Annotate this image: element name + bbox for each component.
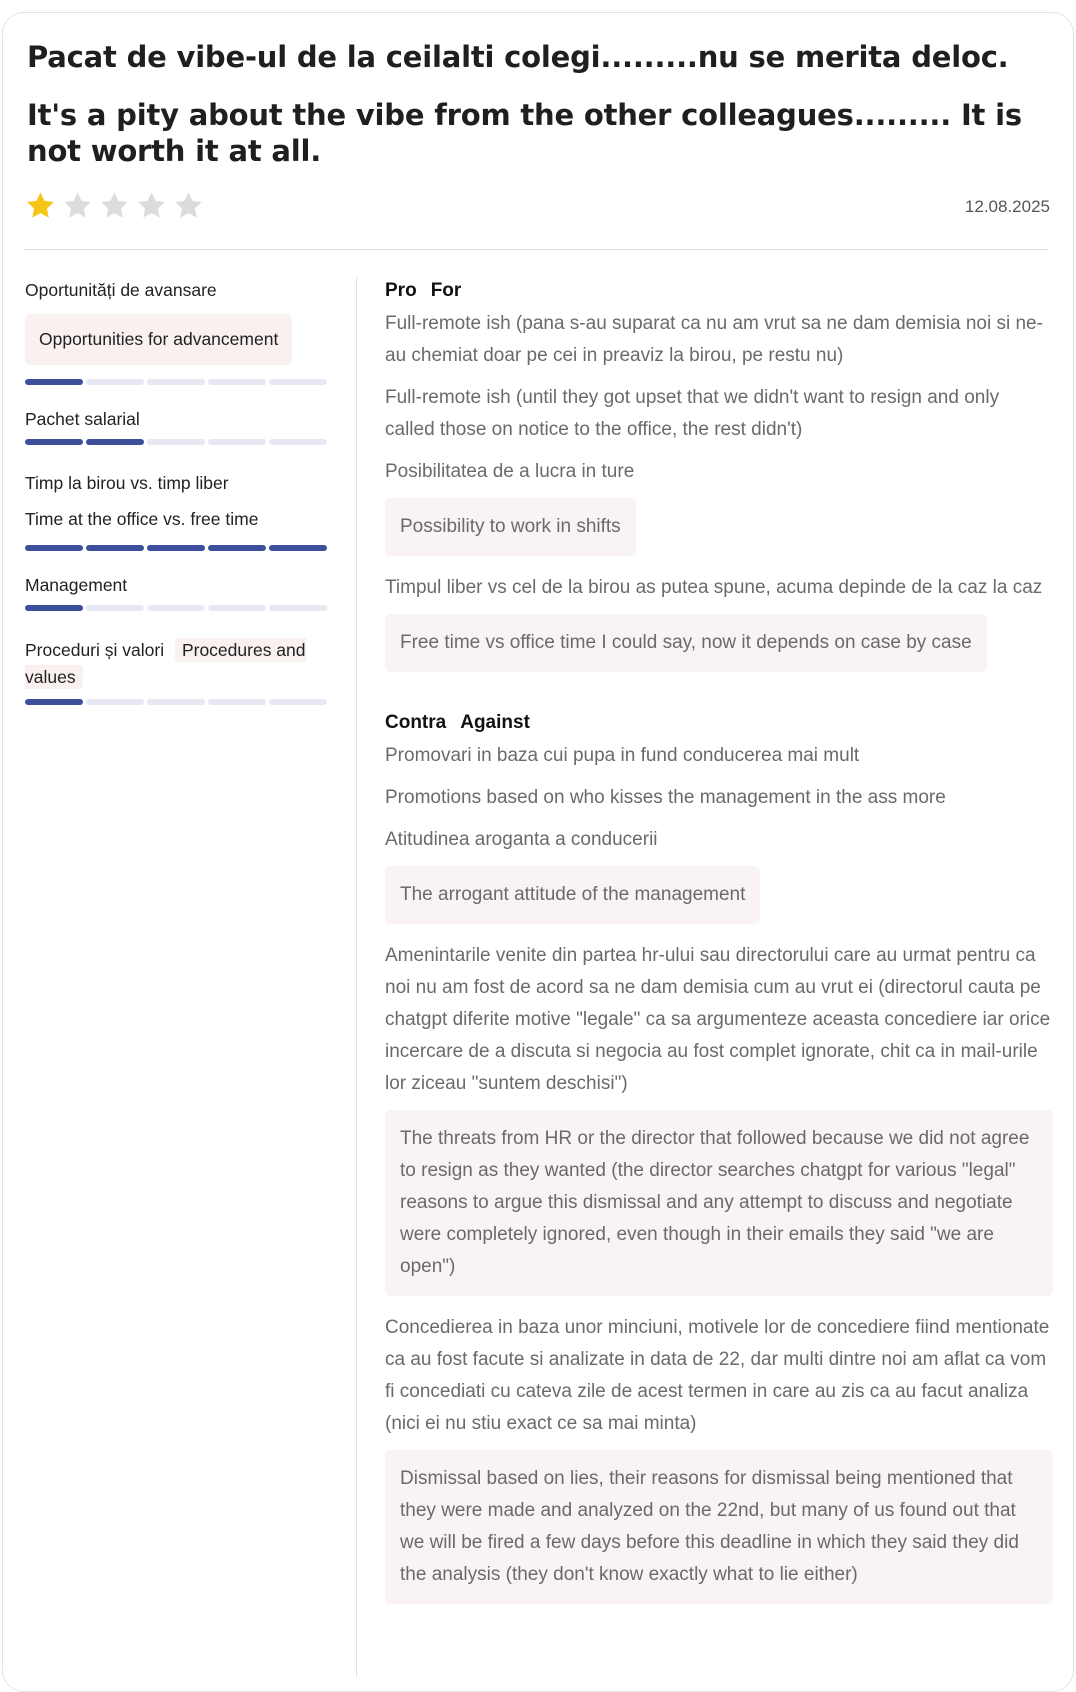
contra-item-translation: Promotions based on who kisses the management in the ass more xyxy=(385,787,946,808)
bar-segment xyxy=(147,439,205,445)
rating-translation: Procedures and values xyxy=(25,640,306,687)
pro-item-text: Full-remote ish (pana s-au suparat ca nu am vrut sa ne dam demisia noi si ne-au chemiat doar pe cei in preaviz la birou, pe restu nu) xyxy=(385,313,1043,366)
review-title-en: It's a pity about the vibe from the other colleagues......... It is not worth it at all. xyxy=(27,98,1022,168)
pro-heading-ro: Pro xyxy=(385,280,417,301)
bar-segment xyxy=(147,605,205,611)
bar-segment xyxy=(269,605,327,611)
contra-item-translation: The threats from HR or the director that followed because we did not agree to resign as they wanted (the director searches chatgpt for various "legal" reasons to argue this dismissal and any attempt to discuss and negotiate were completely ignored, even though in their emails they said "we are open") xyxy=(385,1110,1053,1296)
rating-bar xyxy=(25,379,330,385)
bar-segment xyxy=(147,699,205,705)
pro-heading-en: For xyxy=(430,280,462,301)
star-icon xyxy=(136,190,167,221)
rating-translation: Opportunities for advancement xyxy=(25,314,292,365)
bar-segment xyxy=(269,439,327,445)
ratings-panel xyxy=(25,278,330,727)
star-icon xyxy=(25,190,56,221)
bar-segment xyxy=(269,699,327,705)
divider xyxy=(24,249,1048,250)
column-divider xyxy=(356,277,357,1677)
star-rating xyxy=(25,190,204,221)
bar-segment xyxy=(208,379,266,385)
star-icon xyxy=(173,190,204,221)
bar-segment xyxy=(86,379,144,385)
pro-item-translation: Free time vs office time I could say, now it depends on case by case xyxy=(385,614,987,672)
bar-segment xyxy=(147,545,205,551)
bar-segment xyxy=(208,545,266,551)
contra-item-text: Promovari in baza cui pupa in fund conducerea mai mult xyxy=(385,745,860,766)
contra-item-translation: The arrogant attitude of the management xyxy=(385,866,760,924)
star-icon xyxy=(99,190,130,221)
contra-heading-en: Against xyxy=(460,712,530,733)
rating-label: Pachet salarial xyxy=(25,409,140,429)
rating-advancement xyxy=(25,278,330,385)
contra-item-text: Atitudinea aroganta a conducerii xyxy=(385,829,658,850)
star-icon xyxy=(62,190,93,221)
bar-segment xyxy=(208,605,266,611)
bar-segment xyxy=(269,545,327,551)
rating-management xyxy=(25,573,330,611)
rating-translation: Time at the office vs. free time xyxy=(25,509,259,529)
pro-item-text: Timpul liber vs cel de la birou as putea spune, acuma depinde de la caz la caz xyxy=(385,577,1043,598)
rating-work-life xyxy=(25,471,330,551)
bar-segment xyxy=(86,439,144,445)
pro-item-translation: Possibility to work in shifts xyxy=(385,498,636,556)
contra-heading-ro: Contra xyxy=(385,712,447,733)
bar-segment xyxy=(86,605,144,611)
bar-segment xyxy=(25,545,83,551)
rating-label-wrap xyxy=(25,637,330,691)
review-date: 12.08.2025 xyxy=(964,197,1050,216)
contra-item-text: Concedierea in baza unor minciuni, motivele lor de concediere fiind mentionate ca au fost facute si analizate in data de 22, dar multi dintre noi am aflat ca vom fi concediati cu cateva zile de acest termen in care au zis ca au facut analiza (nici ei nu stiu exact ce sa mai minta) xyxy=(385,1317,1050,1434)
rating-bar xyxy=(25,545,330,551)
bar-segment xyxy=(208,439,266,445)
bar-segment xyxy=(269,379,327,385)
contra-item-translation: Dismissal based on lies, their reasons for dismissal being mentioned that they were made and analyzed on the 22nd, but many of us found out that we will be fired a few days before this deadline in which they said they did the analysis (they don't know exactly what to lie either) xyxy=(385,1450,1053,1604)
rating-bar xyxy=(25,439,330,445)
bar-segment xyxy=(25,379,83,385)
rating-salary xyxy=(25,407,330,445)
contra-item-text: Amenintarile venite din partea hr-ului sau directorului care au urmat pentru ca noi nu am fost de acord sa ne dam demisia cum au vrut ei (directorul cauta pe chatgpt diferite motive "legale" ca sa argumenteze aceasta concediere iar orice incercare de a discuta si negocia au fost complet ignorate, chit ca in mail-urile lor ziceau "suntem deschisi") xyxy=(385,945,1051,1094)
rating-procedures xyxy=(25,637,330,705)
bar-segment xyxy=(208,699,266,705)
bar-segment xyxy=(147,379,205,385)
bar-segment xyxy=(25,605,83,611)
rating-label: Management xyxy=(25,575,128,595)
bar-segment xyxy=(86,545,144,551)
rating-label: Oportunități de avansare xyxy=(25,280,217,300)
review-title-ro: Pacat de vibe-ul de la ceilalti colegi.........nu se merita deloc. xyxy=(27,40,1009,74)
pro-item-text: Posibilitatea de a lucra in ture xyxy=(385,461,635,482)
rating-label: Timp la birou vs. timp liber xyxy=(25,473,229,493)
review-body xyxy=(385,278,1053,1620)
bar-segment xyxy=(25,439,83,445)
bar-segment xyxy=(25,699,83,705)
contra-heading xyxy=(385,710,1053,736)
rating-label: Proceduri și valori xyxy=(25,640,165,660)
rating-bar xyxy=(25,605,330,611)
rating-bar xyxy=(25,699,330,705)
pro-heading xyxy=(385,278,1053,304)
bar-segment xyxy=(86,699,144,705)
pro-item-translation: Full-remote ish (until they got upset that we didn't want to resign and only called those on notice to the office, the rest didn't) xyxy=(385,387,1000,440)
